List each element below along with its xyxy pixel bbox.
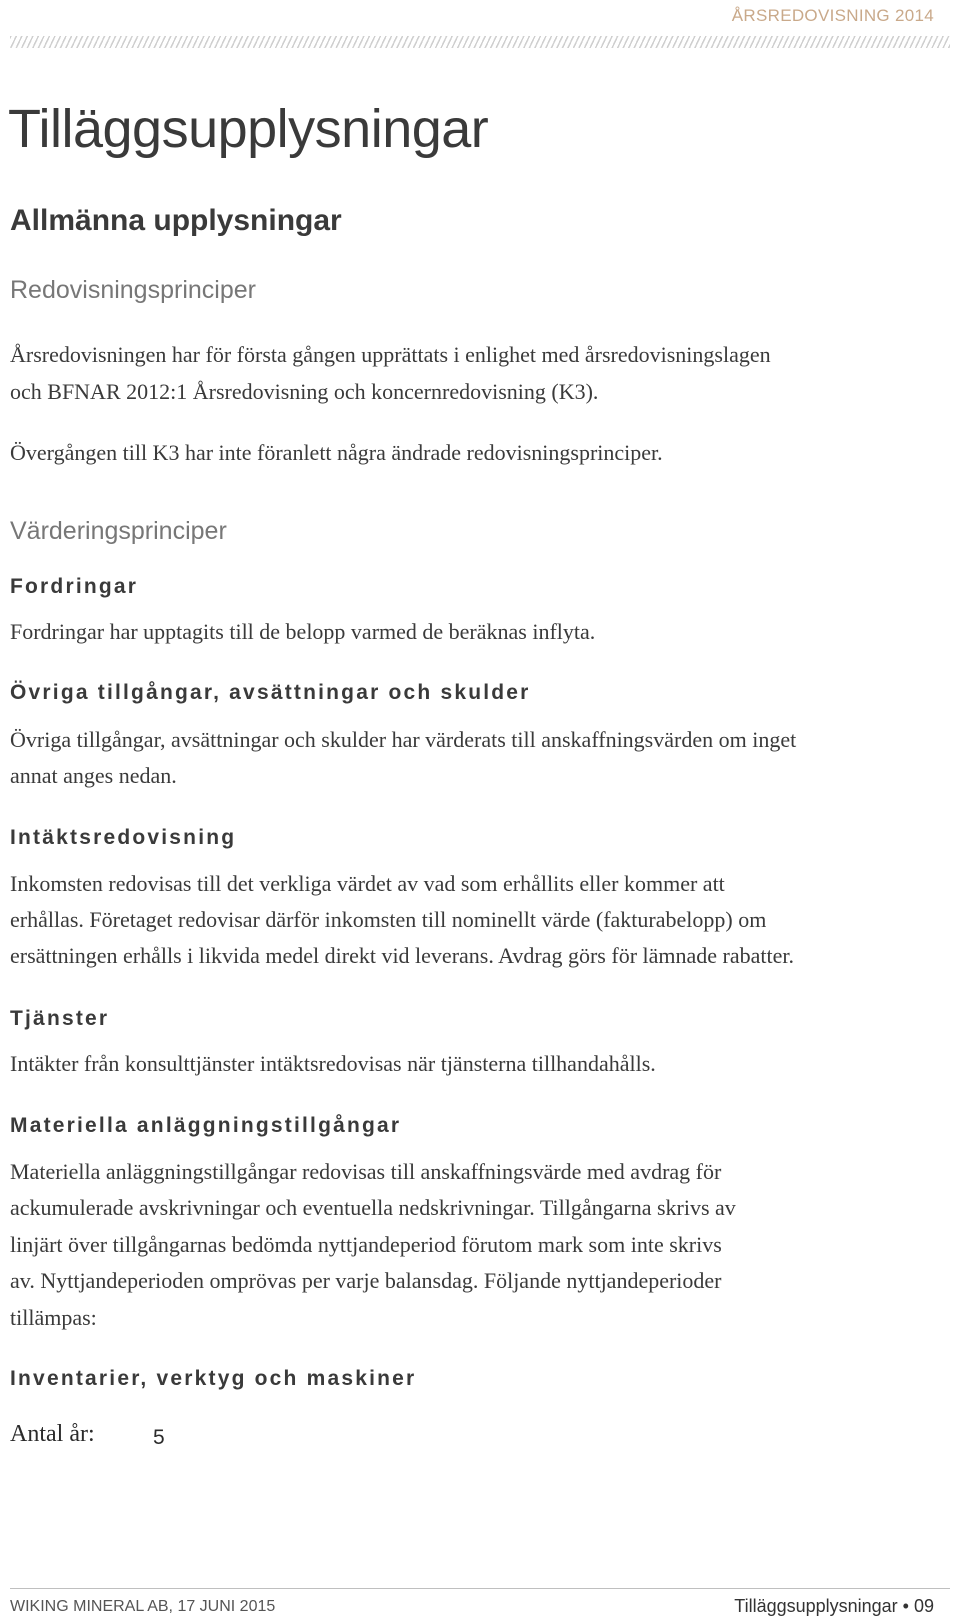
paragraph-line: ersättningen erhålls i likvida medel direkt vid leverans. Avdrag görs för lämnade rabatter. (10, 943, 794, 968)
paragraph-line: Inkomsten redovisas till det verkliga värdet av vad som erhållits eller kommer att (10, 871, 725, 896)
subheading-redovisningsprinciper: Redovisningsprinciper (10, 276, 256, 304)
page-title: Tilläggsupplysningar (8, 99, 489, 159)
paragraph-line: Materiella anläggningstillgångar redovisas till anskaffningsvärde med avdrag för (10, 1159, 722, 1184)
paragraph-line: Årsredovisningen har för första gången upprättats i enlighet med årsredovisningslagen (10, 342, 771, 367)
report-header-label: ÅRSREDOVISNING 2014 (731, 6, 934, 25)
antal-ar-label: Antal år: (10, 1421, 95, 1447)
paragraph-line: och BFNAR 2012:1 Årsredovisning och koncernredovisning (K3). (10, 379, 599, 404)
heading-materiella: Materiella anläggningstillgångar (10, 1114, 402, 1137)
section-heading: Allmänna upplysningar (10, 204, 342, 237)
subheading-varderingsprinciper: Värderingsprinciper (10, 517, 227, 545)
paragraph-line: Övergången till K3 har inte föranlett några ändrade redovisningsprinciper. (10, 440, 663, 465)
antal-ar-value: 5 (153, 1426, 165, 1449)
paragraph-line: Intäkter från konsulttjänster intäktsredovisas när tjänsterna tillhandahålls. (10, 1051, 656, 1076)
heading-ovriga: Övriga tillgångar, avsättningar och skulder (10, 681, 531, 704)
paragraph-line: linjärt över tillgångarnas bedömda nyttjandeperiod förutom mark som inte skrivs (10, 1232, 722, 1257)
paragraph-line: erhållas. Företaget redovisar därför inkomsten till nominellt värde (fakturabelopp) om (10, 907, 767, 932)
footer-divider (10, 1588, 950, 1589)
paragraph-line: av. Nyttjandeperioden omprövas per varje balansdag. Följande nyttjandeperioder (10, 1268, 722, 1293)
header-hatch-rule (10, 36, 950, 48)
paragraph-line: ackumulerade avskrivningar och eventuella nedskrivningar. Tillgångarna skrivs av (10, 1195, 736, 1220)
heading-fordringar: Fordringar (10, 575, 139, 598)
footer-company-date: WIKING MINERAL AB, 17 JUNI 2015 (10, 1598, 276, 1615)
heading-intaktsredovisning: Intäktsredovisning (10, 826, 237, 849)
paragraph-line: annat anges nedan. (10, 763, 177, 788)
paragraph-line: Övriga tillgångar, avsättningar och skulder har värderats till anskaffningsvärden om inget (10, 727, 797, 752)
heading-inventarier: Inventarier, verktyg och maskiner (10, 1367, 417, 1390)
paragraph-line: tillämpas: (10, 1305, 97, 1330)
heading-tjanster: Tjänster (10, 1007, 110, 1030)
paragraph-line: Fordringar har upptagits till de belopp varmed de beräknas inflyta. (10, 619, 596, 644)
footer-page-label: Tilläggsupplysningar • 09 (734, 1596, 934, 1616)
